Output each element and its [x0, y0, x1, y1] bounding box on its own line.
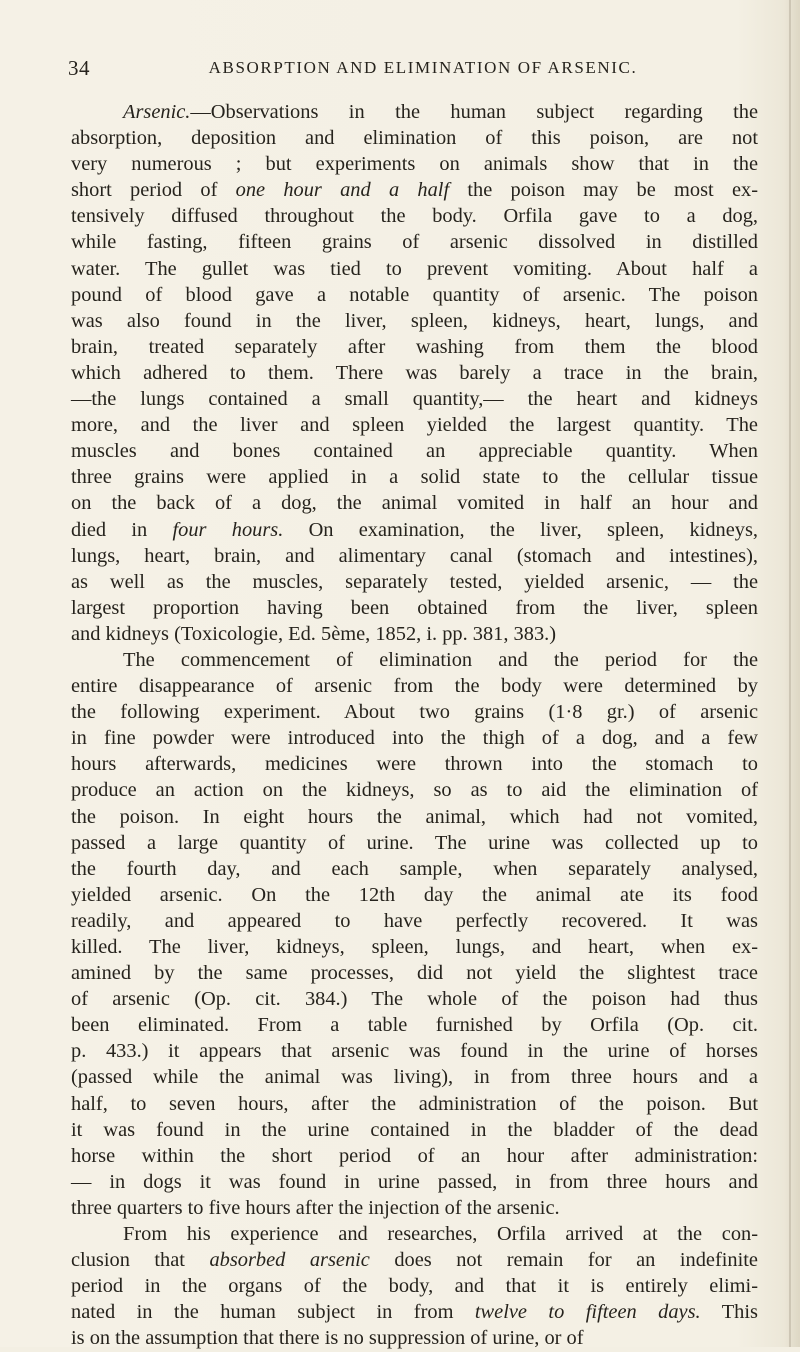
text-segment: killed. The liver, kidneys, spleen, lungs, and heart, when ex- [71, 936, 758, 958]
text-line [71, 725, 758, 751]
text-segment: more, and the liver and spleen yielded the largest quantity. The [71, 414, 758, 437]
text-line [71, 1038, 758, 1064]
text-line [71, 517, 758, 543]
text-segment: yielded arsenic. On the 12th day the animal ate its food [71, 883, 758, 906]
text-line [71, 830, 758, 856]
text-segment: (passed while the animal was living), in from three hours and a [71, 1066, 758, 1089]
text-segment: which adhered to them. There was barely a trace in the brain, [71, 361, 758, 384]
italic-text: twelve to fifteen days. [474, 1301, 701, 1324]
text-line [71, 856, 758, 882]
text-line [71, 699, 758, 725]
text-line [71, 595, 758, 621]
text-segment: while fasting, fifteen grains of arsenic dissolved in distilled [71, 231, 758, 254]
text-line [71, 282, 758, 308]
text-line [71, 229, 758, 255]
text-segment: muscles and bones contained an appreciable quantity. When [71, 440, 758, 463]
text-segment: p. 433.) it appears that arsenic was found in the urine of horses [71, 1040, 758, 1063]
text-line [71, 1012, 758, 1038]
text-segment: passed a large quantity of urine. The urine was collected up to [71, 831, 758, 854]
text-segment: horse within the short period of an hour after administration: [71, 1144, 758, 1167]
running-head: ABSORPTION AND ELIMINATION OF ARSENIC. [208, 58, 638, 77]
text-segment: the poison. In eight hours the animal, which had not vomited, [71, 805, 758, 828]
text-segment: of arsenic (Op. cit. 384.) The whole of the poison had thus [71, 988, 758, 1011]
text-segment: period in the organs of the body, and that it is entirely elimi- [71, 1275, 758, 1298]
text-line [71, 203, 758, 229]
text-segment: been eliminated. From a table furnished by Orfila (Op. cit. [71, 1014, 758, 1037]
text-segment: nated in the human subject in from [71, 1301, 475, 1324]
text-line [71, 543, 758, 569]
text-line [71, 1221, 758, 1247]
text-line [71, 490, 758, 516]
paragraph [71, 647, 758, 1221]
text-line [71, 621, 758, 647]
text-segment: the poison may be most ex- [449, 179, 758, 202]
paragraph [71, 1221, 758, 1351]
paragraph [71, 99, 758, 647]
text-segment: — in dogs it was found in urine passed, in from three hours and [71, 1170, 758, 1193]
text-line [71, 1273, 758, 1299]
page-number: 34 [68, 56, 90, 80]
text-segment: on the back of a dog, the animal vomited in half an hour and [71, 492, 758, 515]
text-segment: three quarters to five hours after the injection of the arsenic. [71, 1196, 560, 1219]
italic-text: absorbed arsenic [209, 1249, 370, 1272]
text-segment: in fine powder were introduced into the thigh of a dog, and a few [71, 727, 758, 750]
text-line [71, 882, 758, 908]
text-line [71, 151, 758, 177]
italic-text: four hours. [172, 518, 284, 541]
text-line [71, 125, 758, 151]
text-segment: produce an action on the kidneys, so as to aid the elimination of [71, 779, 758, 802]
text-segment: and kidneys (Toxicologie, Ed. 5ème, 1852, i. pp. 381, 383.) [71, 622, 557, 645]
text-segment: pound of blood gave a notable quantity of arsenic. The poison [71, 283, 758, 306]
text-line [71, 360, 758, 386]
text-segment: died in [71, 518, 173, 541]
text-line [71, 569, 758, 595]
text-line [71, 334, 758, 360]
italic-text: one hour and a half [235, 179, 450, 202]
text-line [71, 1325, 758, 1351]
text-segment: clusion that [71, 1249, 210, 1272]
body-text [71, 99, 758, 1352]
text-line [71, 751, 758, 777]
text-line [71, 1117, 758, 1143]
text-segment: The commencement of elimination and the period for the [123, 648, 758, 671]
text-line [71, 308, 758, 334]
text-segment: amined by the same processes, did not yield the slightest trace [71, 962, 758, 985]
text-segment: From his experience and researches, Orfila arrived at the con- [123, 1223, 758, 1246]
text-segment: entire disappearance of arsenic from the body were determined by [71, 675, 758, 698]
text-line [71, 1169, 758, 1195]
text-segment: This [700, 1301, 758, 1324]
text-line [71, 1299, 758, 1325]
text-segment: lungs, heart, brain, and alimentary canal (stomach and intestines), [71, 544, 758, 567]
text-line [71, 1143, 758, 1169]
text-segment: On examination, the liver, spleen, kidneys, [283, 518, 758, 541]
text-line [71, 960, 758, 986]
text-segment: readily, and appeared to have perfectly recovered. It was [71, 909, 758, 932]
text-segment: water. The gullet was tied to prevent vomiting. About half a [71, 257, 758, 280]
text-line [71, 934, 758, 960]
text-segment: does not remain for an indefinite [369, 1249, 758, 1272]
text-line [71, 438, 758, 464]
text-line [71, 464, 758, 490]
page-header [68, 56, 768, 82]
text-segment: is on the assumption that there is no suppression of urine, or of [71, 1327, 584, 1350]
text-line [71, 256, 758, 282]
text-line [71, 673, 758, 699]
text-line [71, 1091, 758, 1117]
text-line [71, 386, 758, 412]
text-line [71, 986, 758, 1012]
text-segment: brain, treated separately after washing from them the blood [71, 335, 758, 358]
text-line [71, 908, 758, 934]
text-line [71, 1064, 758, 1090]
text-line [71, 1195, 758, 1221]
text-segment: —Observations in the human subject regarding the [190, 101, 758, 123]
text-segment: it was found in the urine contained in the bladder of the dead [71, 1118, 758, 1141]
text-segment: three grains were applied in a solid state to the cellular tissue [71, 466, 758, 489]
text-segment: the fourth day, and each sample, when separately analysed, [71, 857, 758, 880]
text-segment: was also found in the liver, spleen, kidneys, heart, lungs, and [71, 309, 758, 332]
text-segment: very numerous ; but experiments on animals show that in the [71, 153, 758, 176]
italic-text: Arsenic. [123, 101, 191, 123]
text-line [71, 1247, 758, 1273]
text-segment: hours afterwards, medicines were thrown into the stomach to [71, 753, 758, 776]
text-line [71, 777, 758, 803]
text-line [71, 412, 758, 438]
text-segment: as well as the muscles, separately tested, yielded arsenic, — the [71, 570, 758, 593]
text-segment: largest proportion having been obtained from the liver, spleen [71, 596, 758, 619]
text-segment: absorption, deposition and elimination of this poison, are not [71, 127, 758, 150]
text-segment: the following experiment. About two grains (1·8 gr.) of arsenic [71, 701, 758, 724]
text-line [71, 647, 758, 673]
text-line [71, 177, 758, 203]
text-segment: short period of [71, 179, 236, 202]
text-line [71, 804, 758, 830]
text-segment: —the lungs contained a small quantity,— the heart and kidneys [71, 388, 758, 411]
page-edge [789, 0, 791, 1347]
text-line [71, 99, 758, 125]
text-segment: half, to seven hours, after the administration of the poison. But [71, 1092, 758, 1115]
text-segment: tensively diffused throughout the body. Orfila gave to a dog, [71, 205, 758, 228]
